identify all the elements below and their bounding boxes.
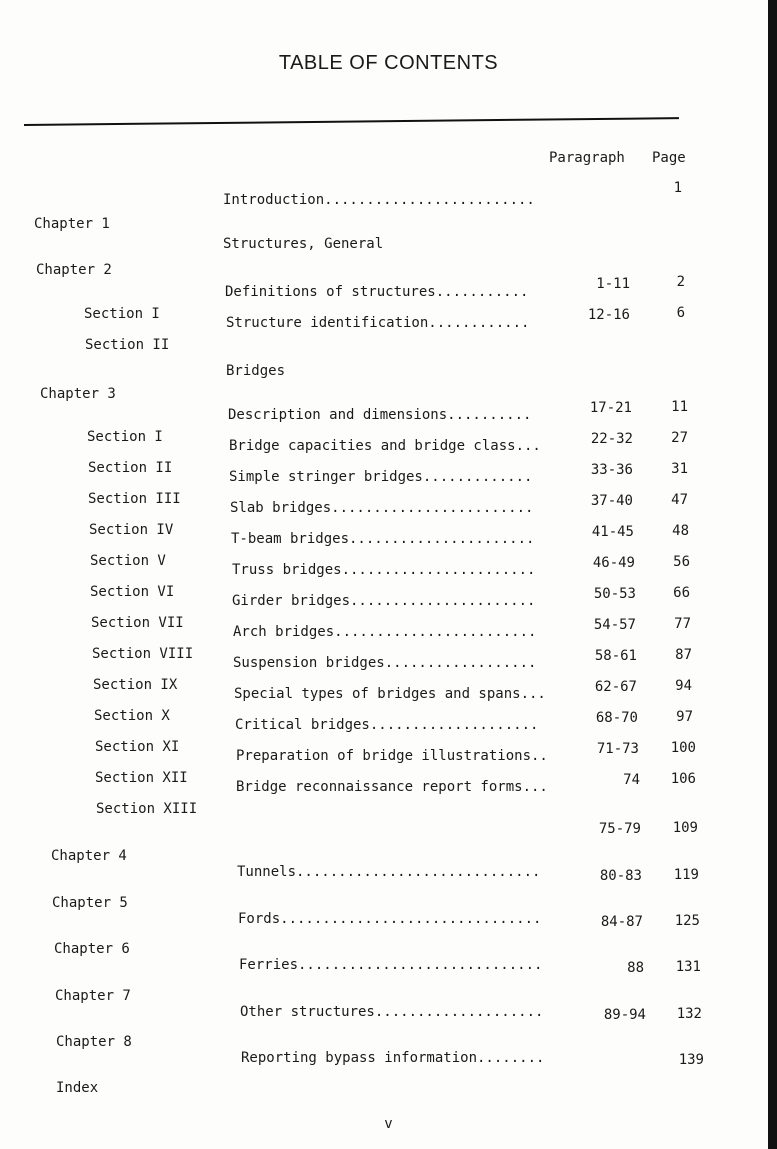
entry-page: 48 (672, 523, 689, 539)
entry-page: 97 (676, 709, 693, 725)
entry-label: Section I (87, 429, 163, 445)
entry-paragraph: 68-70 (595, 710, 638, 726)
entry-label: Chapter 1 (34, 216, 110, 232)
page-column-header: Page (652, 150, 686, 166)
entry-paragraph: 80-83 (599, 868, 642, 884)
entry-label: Section VII (91, 615, 184, 631)
page-number: v (384, 1116, 393, 1132)
entry-label: Section XIII (96, 801, 198, 817)
entry-page: 6 (676, 305, 685, 321)
entry-paragraph: 1-11 (596, 276, 630, 292)
entry-page: 131 (675, 959, 701, 975)
entry-title: Simple stringer bridges............. (229, 469, 533, 485)
entry-title: Bridge reconnaissance report forms... (236, 779, 548, 795)
entry-title: Tunnels............................. (237, 864, 541, 880)
entry-title: Fords............................... (238, 911, 542, 927)
entry-paragraph: 84-87 (600, 914, 643, 930)
entry-paragraph: 58-61 (594, 648, 637, 664)
entry-paragraph: 37-40 (590, 493, 633, 509)
entry-label: Section IX (93, 677, 178, 693)
entry-title: Definitions of structures........... (225, 284, 529, 300)
entry-page: 31 (671, 461, 688, 477)
entry-label: Section VI (90, 584, 175, 600)
entry-label: Section II (85, 337, 170, 353)
entry-title: Suspension bridges.................. (233, 655, 537, 671)
entry-page: 119 (673, 867, 699, 883)
entry-title: Girder bridges...................... (232, 593, 536, 609)
entry-label: Chapter 4 (51, 848, 127, 864)
entry-paragraph: 62-67 (594, 679, 637, 695)
paragraph-column-header: Paragraph (549, 150, 625, 166)
entry-title: Slab bridges........................ (230, 500, 534, 516)
entry-paragraph: 54-57 (593, 617, 636, 633)
entry-title: Structures, General (223, 236, 384, 252)
entry-title: Ferries............................. (239, 957, 543, 973)
entry-label: Section III (88, 491, 181, 507)
entry-page: 106 (670, 771, 696, 787)
entry-paragraph: 89-94 (603, 1007, 646, 1023)
entry-title: Reporting bypass information........ (241, 1050, 545, 1066)
entry-paragraph: 50-53 (593, 586, 636, 602)
entry-title: Other structures.................... (240, 1004, 544, 1020)
entry-paragraph: 41-45 (591, 524, 634, 540)
entry-page: 11 (671, 399, 688, 415)
entry-page: 132 (676, 1006, 702, 1022)
entry-page: 94 (675, 678, 692, 694)
entry-paragraph: 33-36 (590, 462, 633, 478)
entry-label: Section XII (95, 770, 188, 786)
entry-page: 139 (678, 1052, 704, 1068)
entry-title: Bridge capacities and bridge class... (229, 438, 541, 454)
entry-title: Description and dimensions.......... (228, 407, 532, 423)
entry-label: Section II (88, 460, 173, 476)
entry-title: Structure identification............ (226, 315, 530, 331)
entry-title: T-beam bridges...................... (231, 531, 535, 547)
entry-title: Truss bridges....................... (232, 562, 536, 578)
entry-paragraph: 74 (623, 772, 640, 788)
entry-paragraph: 75-79 (598, 821, 641, 837)
entry-page: 47 (671, 492, 688, 508)
entry-paragraph: 46-49 (592, 555, 635, 571)
scan-edge (768, 0, 777, 1149)
entry-page: 87 (675, 647, 692, 663)
entry-label: Section IV (89, 522, 174, 538)
entry-label: Chapter 8 (56, 1034, 132, 1050)
entry-paragraph: 12-16 (587, 307, 630, 323)
entry-title: Critical bridges.................... (235, 717, 539, 733)
entry-page: 125 (674, 913, 700, 929)
entry-label: Index (56, 1080, 99, 1096)
entry-label: Section V (90, 553, 166, 569)
entry-label: Section VIII (92, 646, 194, 662)
entry-title: Arch bridges........................ (233, 624, 537, 640)
entry-title: Bridges (226, 363, 286, 379)
entry-label: Chapter 7 (55, 988, 131, 1004)
entry-label: Section X (94, 708, 170, 724)
entry-paragraph: 88 (627, 960, 644, 976)
entry-title: Introduction......................... (223, 192, 535, 208)
page-title: TABLE OF CONTENTS (278, 52, 499, 74)
entry-page: 66 (673, 585, 690, 601)
entry-label: Section XI (95, 739, 180, 755)
entry-page: 100 (670, 740, 696, 756)
entry-title: Preparation of bridge illustrations.. (236, 748, 548, 764)
entry-label: Chapter 3 (40, 386, 116, 402)
entry-page: 77 (674, 616, 691, 632)
entry-paragraph: 17-21 (589, 400, 632, 416)
entry-label: Section I (84, 306, 160, 322)
entry-label: Chapter 2 (36, 262, 112, 278)
entry-page: 109 (672, 820, 698, 836)
entry-title: Special types of bridges and spans... (234, 686, 546, 702)
entry-label: Chapter 6 (54, 941, 130, 957)
header-rule (24, 117, 679, 126)
entry-label: Chapter 5 (52, 895, 128, 911)
entry-page: 27 (671, 430, 688, 446)
entry-page: 56 (673, 554, 690, 570)
entry-paragraph: 22-32 (590, 431, 633, 447)
entry-page: 1 (673, 180, 682, 196)
entry-page: 2 (676, 274, 685, 290)
entry-paragraph: 71-73 (596, 741, 639, 757)
